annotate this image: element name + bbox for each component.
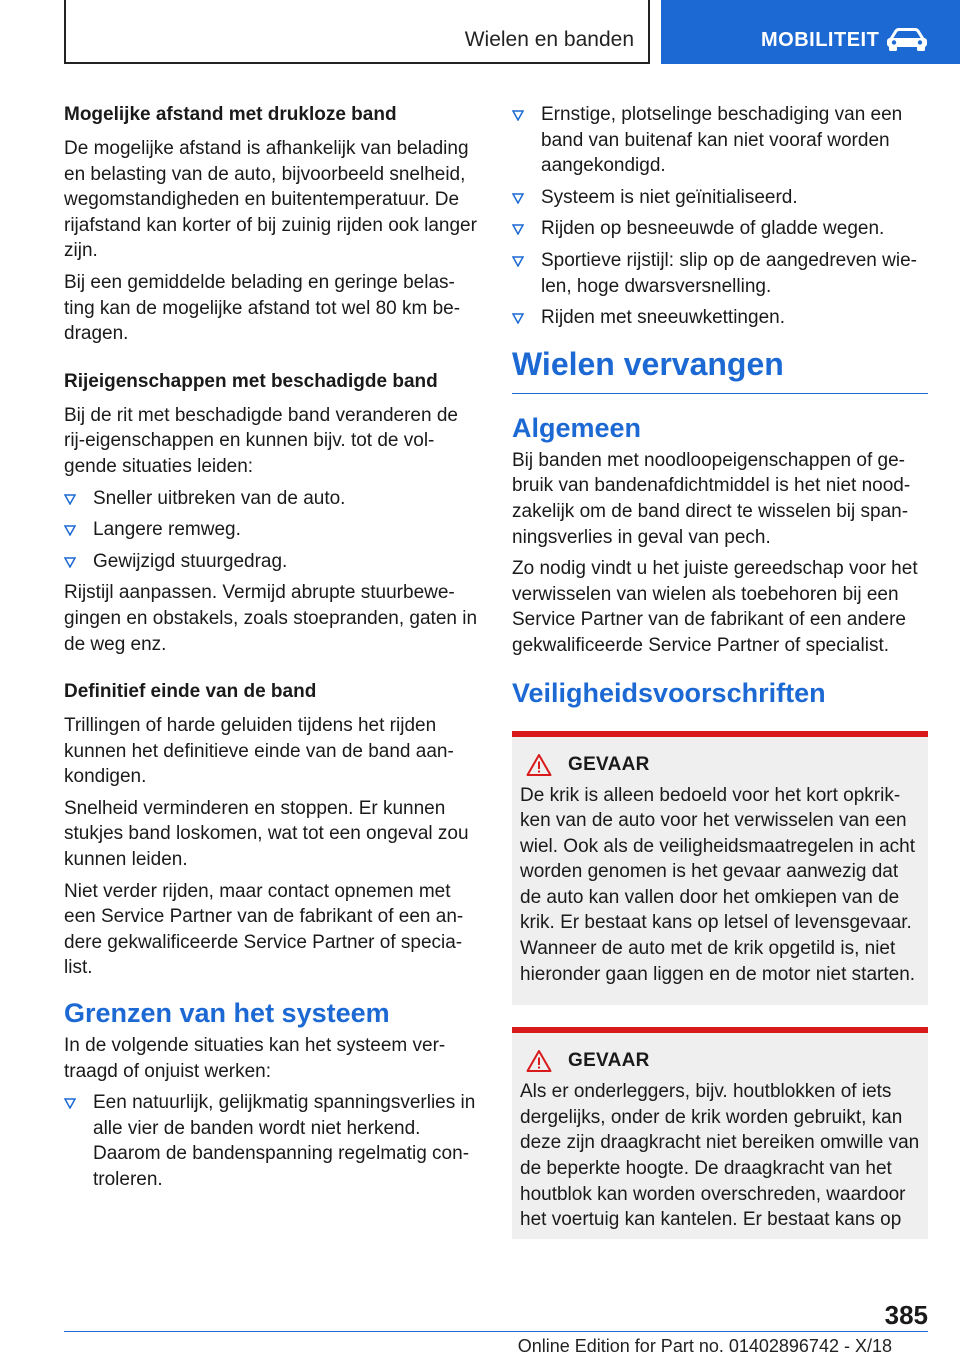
list-item: Ernstige, plotselinge beschadiging van een band van buitenaf kan niet vooraf worden aangekondigd.: [512, 102, 928, 179]
list-item: Systeem is niet geïnitialiseerd.: [512, 185, 928, 211]
heading-wielen-vervangen: Wielen vervangen: [512, 345, 928, 394]
footer-divider: [64, 1331, 928, 1332]
paragraph: Bij de rit met beschadigde band veranderen de rij-eigenschappen en kunnen bijv. tot de vol-gende situaties leiden:: [64, 404, 458, 477]
bullet-list: [64, 1090, 478, 1192]
paragraph: Snelheid verminderen en stoppen. Er kunnen stukjes band loskomen, wat tot een ongeval zou kunnen leiden.: [64, 797, 469, 871]
paragraph: In de volgende situaties kan het systeem ver-traagd of onjuist werken:: [64, 1035, 446, 1082]
page-header: [0, 0, 960, 66]
warning-triangle-icon: [526, 1049, 552, 1073]
paragraph: De mogelijke afstand is afhankelijk van belading en belasting van de auto, bijvoorbeeld snelheid, wegomstandigheden en buitentemperatuur. De rijafstand kan korter of bij zuinig rijden ook langer zijn.: [64, 138, 477, 262]
warning-text: Als er onderleggers, bijv. houtblokken of iets dergelijks, onder de krik worden gebruikt, kan deze zijn draagkracht niet bereiken omwille van de beperkte hoogte. De draagkracht van het houtblok kan worden overschreden, waardoor het voertuig kan kantelen. Er bestaat kans op: [520, 1081, 920, 1231]
left-column: [64, 102, 478, 1199]
list-item: Sneller uitbreken van de auto.: [64, 486, 478, 512]
warning-box: [512, 1027, 928, 1239]
triangle-bullet-icon: [64, 557, 76, 568]
paragraph: Bij een gemiddelde belading en geringe belas-ting kan de mogelijke afstand tot wel 80 km be-dragen.: [64, 271, 461, 345]
triangle-bullet-icon: [64, 525, 76, 536]
heading-grenzen: Grenzen van het systeem: [64, 998, 390, 1029]
section-title-box: [64, 0, 650, 64]
page-number: 385: [884, 1300, 928, 1330]
triangle-bullet-icon: [64, 1098, 76, 1109]
triangle-bullet-icon: [64, 494, 76, 505]
paragraph: Rijstijl aanpassen. Vermijd abrupte stuurbewe-gingen en obstakels, zoals stoepranden, gaten in de weg enz.: [64, 582, 478, 655]
footer-edition: Online Edition for Part no. 01402896742 - X/18: [517, 1336, 892, 1356]
triangle-bullet-icon: [512, 193, 524, 204]
heading-algemeen: Algemeen: [512, 412, 642, 443]
list-item: Langere remweg.: [64, 517, 478, 543]
triangle-bullet-icon: [512, 110, 524, 121]
paragraph: Zo nodig vindt u het juiste gereedschap voor het verwisselen van wielen als toebehoren bij een Service Partner van de fabrikant of een andere gekwalificeerde Service Partner of specialist.: [512, 558, 918, 656]
list-item: Gewijzigd stuurgedrag.: [64, 549, 478, 575]
triangle-bullet-icon: [512, 224, 524, 235]
car-icon: [885, 28, 929, 52]
paragraph: Niet verder rijden, maar contact opnemen met een Service Partner van de fabrikant of een an-dere gekwalificeerde Service Partner of specia-list.: [64, 880, 464, 979]
heading-drukloze-band: Mogelijke afstand met drukloze band: [64, 104, 397, 125]
section-title: Wielen en banden: [464, 28, 634, 51]
chapter-tab-label: MOBILITEIT: [761, 29, 880, 51]
list-item: Sportieve rijstijl: slip op de aangedreven wie-len, hoge dwarsversnelling.: [512, 248, 928, 299]
list-item: Een natuurlijk, gelijkmatig spanningsverlies in alle vier de banden wordt niet herkend. Daarom de bandenspanning regelmatig con-troleren.: [64, 1090, 478, 1192]
paragraph: Bij banden met noodloopeigenschappen of ge-bruik van bandenafdichtmiddel is het niet nood-zakelijk om de band direct te wisselen bij span-ningsverlies in geval van pech.: [512, 449, 911, 548]
triangle-bullet-icon: [512, 313, 524, 324]
triangle-bullet-icon: [512, 256, 524, 267]
warning-triangle-icon: [526, 753, 552, 777]
heading-veiligheidsvoorschriften: Veiligheidsvoorschriften: [512, 677, 826, 708]
warning-text: De krik is alleen bedoeld voor het kort opkrik-ken van de auto voor het verwisselen van een wiel. Ook als de veiligheidsmaatregelen in acht worden genomen is het gevaar aanwezig dat de auto kan vallen door het omkiepen van de krik. Er bestaat kans op letsel of levensgevaar. Wanneer de auto met de krik opgetild is, niet hieronder gaan liggen en de motor niet starten.: [520, 784, 916, 985]
warning-title: GEVAAR: [568, 753, 650, 775]
paragraph: Trillingen of harde geluiden tijdens het rijden kunnen het definitieve einde van de band aan-kondigen.: [64, 715, 454, 788]
list-item: Rijden op besneeuwde of gladde wegen.: [512, 216, 928, 242]
list-item: Rijden met sneeuwkettingen.: [512, 305, 928, 331]
heading-rijeigenschappen: Rijeigenschappen met beschadigde band: [64, 370, 438, 392]
right-column: [512, 102, 928, 1253]
heading-definitief-einde: Definitief einde van de band: [64, 681, 317, 703]
bullet-list: [512, 102, 928, 331]
warning-box: [512, 731, 928, 1006]
chapter-tab[interactable]: [661, 0, 960, 64]
warning-title: GEVAAR: [568, 1050, 650, 1072]
bullet-list: [64, 486, 478, 575]
